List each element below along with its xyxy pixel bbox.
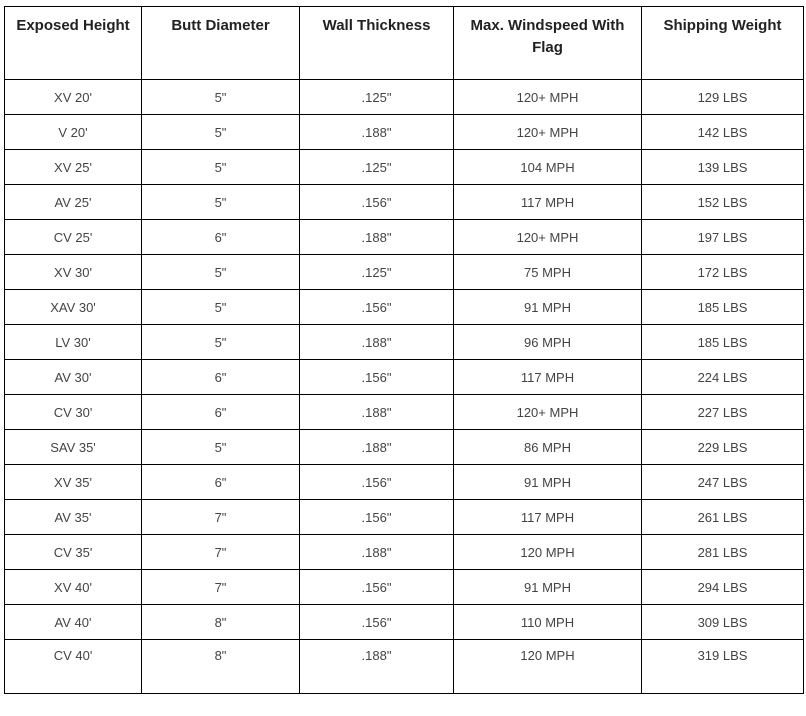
cell-butt-diameter: 6" bbox=[142, 360, 300, 395]
cell-wall-thickness: .156" bbox=[300, 605, 454, 640]
cell-wall-thickness: .156" bbox=[300, 570, 454, 605]
table-row bbox=[5, 500, 804, 535]
cell-exposed-height: XV 35' bbox=[5, 465, 142, 500]
table-row bbox=[5, 325, 804, 360]
cell-shipping-weight: 172 LBS bbox=[642, 255, 804, 290]
cell-shipping-weight: 247 LBS bbox=[642, 465, 804, 500]
cell-max-windspeed: 91 MPH bbox=[454, 290, 642, 325]
header-wall-thickness: Wall Thickness bbox=[300, 7, 454, 80]
cell-exposed-height: XV 40' bbox=[5, 570, 142, 605]
cell-max-windspeed: 117 MPH bbox=[454, 500, 642, 535]
cell-butt-diameter: 6" bbox=[142, 465, 300, 500]
cell-wall-thickness: .125" bbox=[300, 80, 454, 115]
cell-shipping-weight: 185 LBS bbox=[642, 290, 804, 325]
cell-wall-thickness: .156" bbox=[300, 290, 454, 325]
cell-shipping-weight: 281 LBS bbox=[642, 535, 804, 570]
cell-butt-diameter: 5" bbox=[142, 325, 300, 360]
cell-exposed-height: XV 25' bbox=[5, 150, 142, 185]
cell-wall-thickness: .156" bbox=[300, 500, 454, 535]
cell-butt-diameter: 5" bbox=[142, 255, 300, 290]
cell-shipping-weight: 224 LBS bbox=[642, 360, 804, 395]
table-row bbox=[5, 150, 804, 185]
cell-butt-diameter: 7" bbox=[142, 535, 300, 570]
cell-max-windspeed: 120 MPH bbox=[454, 640, 642, 694]
cell-exposed-height: XV 20' bbox=[5, 80, 142, 115]
table-row bbox=[5, 115, 804, 150]
cell-max-windspeed: 104 MPH bbox=[454, 150, 642, 185]
header-shipping-weight: Shipping Weight bbox=[642, 7, 804, 80]
cell-wall-thickness: .156" bbox=[300, 465, 454, 500]
cell-butt-diameter: 7" bbox=[142, 500, 300, 535]
cell-max-windspeed: 120 MPH bbox=[454, 535, 642, 570]
header-max-windspeed: Max. Windspeed With Flag bbox=[454, 7, 642, 80]
cell-exposed-height: AV 35' bbox=[5, 500, 142, 535]
cell-max-windspeed: 110 MPH bbox=[454, 605, 642, 640]
cell-butt-diameter: 5" bbox=[142, 115, 300, 150]
cell-shipping-weight: 319 LBS bbox=[642, 640, 804, 694]
cell-wall-thickness: .188" bbox=[300, 325, 454, 360]
cell-butt-diameter: 6" bbox=[142, 220, 300, 255]
cell-wall-thickness: .188" bbox=[300, 395, 454, 430]
cell-max-windspeed: 120+ MPH bbox=[454, 395, 642, 430]
cell-max-windspeed: 117 MPH bbox=[454, 185, 642, 220]
cell-max-windspeed: 120+ MPH bbox=[454, 115, 642, 150]
cell-exposed-height: V 20' bbox=[5, 115, 142, 150]
table-row bbox=[5, 360, 804, 395]
cell-wall-thickness: .125" bbox=[300, 150, 454, 185]
cell-butt-diameter: 8" bbox=[142, 640, 300, 694]
cell-exposed-height: CV 35' bbox=[5, 535, 142, 570]
cell-max-windspeed: 117 MPH bbox=[454, 360, 642, 395]
table-row bbox=[5, 535, 804, 570]
cell-shipping-weight: 139 LBS bbox=[642, 150, 804, 185]
cell-shipping-weight: 197 LBS bbox=[642, 220, 804, 255]
header-butt-diameter: Butt Diameter bbox=[142, 7, 300, 80]
cell-max-windspeed: 96 MPH bbox=[454, 325, 642, 360]
cell-butt-diameter: 5" bbox=[142, 430, 300, 465]
table-row bbox=[5, 640, 804, 694]
header-exposed-height: Exposed Height bbox=[5, 7, 142, 80]
table-row bbox=[5, 185, 804, 220]
cell-exposed-height: CV 30' bbox=[5, 395, 142, 430]
cell-max-windspeed: 120+ MPH bbox=[454, 80, 642, 115]
cell-exposed-height: CV 40' bbox=[5, 640, 142, 694]
cell-butt-diameter: 8" bbox=[142, 605, 300, 640]
cell-exposed-height: XAV 30' bbox=[5, 290, 142, 325]
cell-exposed-height: LV 30' bbox=[5, 325, 142, 360]
cell-exposed-height: CV 25' bbox=[5, 220, 142, 255]
cell-butt-diameter: 5" bbox=[142, 185, 300, 220]
cell-exposed-height: AV 40' bbox=[5, 605, 142, 640]
cell-shipping-weight: 294 LBS bbox=[642, 570, 804, 605]
table-row bbox=[5, 570, 804, 605]
cell-shipping-weight: 185 LBS bbox=[642, 325, 804, 360]
table-row bbox=[5, 220, 804, 255]
cell-exposed-height: SAV 35' bbox=[5, 430, 142, 465]
cell-wall-thickness: .188" bbox=[300, 115, 454, 150]
table-row bbox=[5, 465, 804, 500]
table-row bbox=[5, 80, 804, 115]
cell-shipping-weight: 227 LBS bbox=[642, 395, 804, 430]
cell-wall-thickness: .156" bbox=[300, 360, 454, 395]
cell-exposed-height: XV 30' bbox=[5, 255, 142, 290]
cell-shipping-weight: 129 LBS bbox=[642, 80, 804, 115]
cell-wall-thickness: .156" bbox=[300, 185, 454, 220]
cell-butt-diameter: 5" bbox=[142, 80, 300, 115]
cell-butt-diameter: 5" bbox=[142, 150, 300, 185]
cell-butt-diameter: 7" bbox=[142, 570, 300, 605]
table-row bbox=[5, 395, 804, 430]
cell-max-windspeed: 75 MPH bbox=[454, 255, 642, 290]
flagpole-spec-table bbox=[4, 6, 804, 694]
cell-shipping-weight: 309 LBS bbox=[642, 605, 804, 640]
cell-wall-thickness: .125" bbox=[300, 255, 454, 290]
cell-max-windspeed: 91 MPH bbox=[454, 465, 642, 500]
cell-shipping-weight: 261 LBS bbox=[642, 500, 804, 535]
table-row bbox=[5, 605, 804, 640]
table-body bbox=[5, 80, 804, 694]
cell-max-windspeed: 86 MPH bbox=[454, 430, 642, 465]
table-row bbox=[5, 290, 804, 325]
table-row bbox=[5, 255, 804, 290]
table-header bbox=[5, 7, 804, 80]
cell-wall-thickness: .188" bbox=[300, 220, 454, 255]
cell-exposed-height: AV 25' bbox=[5, 185, 142, 220]
cell-wall-thickness: .188" bbox=[300, 430, 454, 465]
cell-exposed-height: AV 30' bbox=[5, 360, 142, 395]
cell-max-windspeed: 91 MPH bbox=[454, 570, 642, 605]
cell-butt-diameter: 6" bbox=[142, 395, 300, 430]
cell-max-windspeed: 120+ MPH bbox=[454, 220, 642, 255]
header-row bbox=[5, 7, 804, 80]
cell-wall-thickness: .188" bbox=[300, 640, 454, 694]
cell-shipping-weight: 229 LBS bbox=[642, 430, 804, 465]
cell-butt-diameter: 5" bbox=[142, 290, 300, 325]
cell-shipping-weight: 142 LBS bbox=[642, 115, 804, 150]
table-row bbox=[5, 430, 804, 465]
cell-wall-thickness: .188" bbox=[300, 535, 454, 570]
cell-shipping-weight: 152 LBS bbox=[642, 185, 804, 220]
